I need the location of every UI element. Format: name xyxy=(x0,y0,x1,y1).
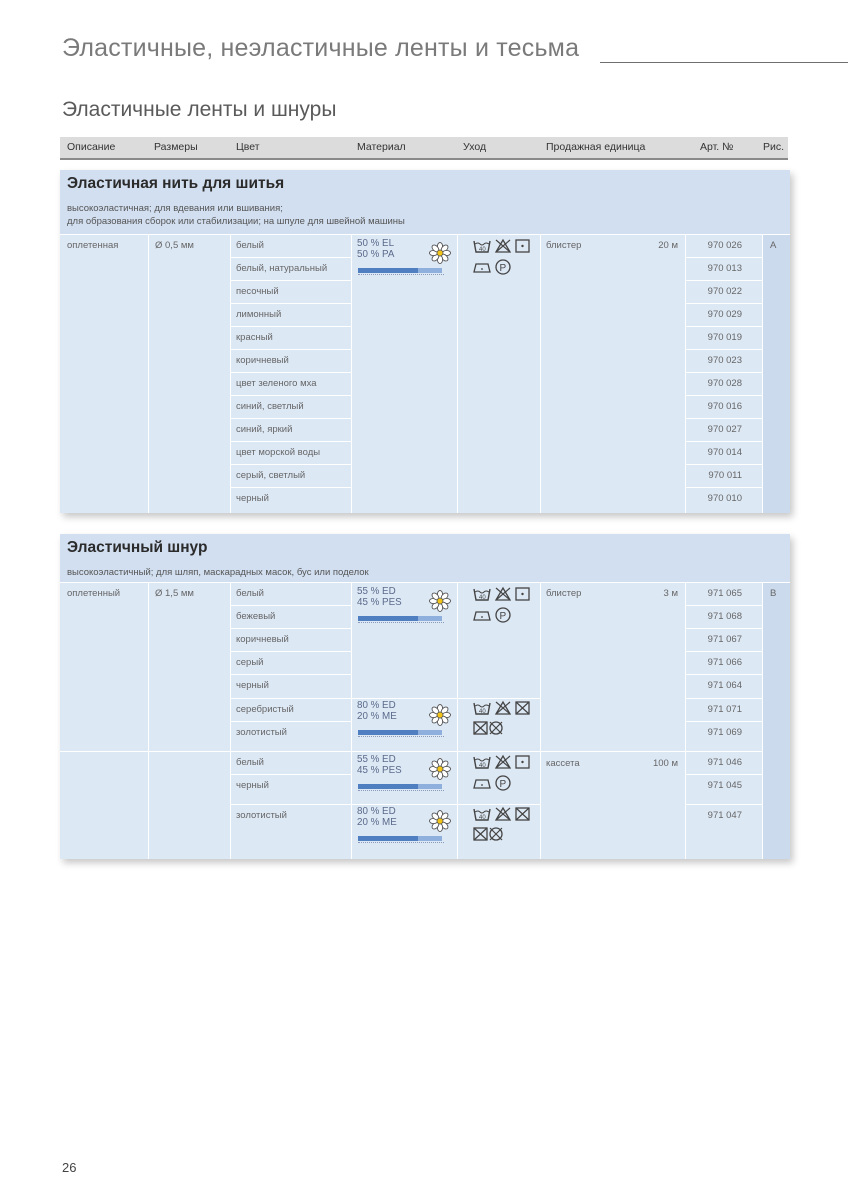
color-name: цвет морской воды xyxy=(236,447,321,458)
product-block-elastic-thread xyxy=(60,170,790,513)
article-number: 971 046 xyxy=(707,757,742,768)
color-name: красный xyxy=(236,332,273,343)
figure-column xyxy=(762,234,790,513)
quantity: 20 м xyxy=(658,240,678,251)
care-icons xyxy=(462,586,542,626)
col-unit: Продажная единица xyxy=(546,141,646,153)
col-size: Размеры xyxy=(154,141,198,153)
color-name: синий, светлый xyxy=(236,401,304,412)
article-number: 971 064 xyxy=(707,680,742,691)
flower-icon xyxy=(429,810,451,832)
table-header xyxy=(60,137,788,158)
svg-text:40: 40 xyxy=(479,595,486,601)
stretch-bar xyxy=(358,268,444,280)
stretch-bar xyxy=(358,730,444,742)
article-number: 970 014 xyxy=(707,447,742,458)
material: 55 % ED 45 % PES xyxy=(357,754,402,776)
svg-text:40: 40 xyxy=(479,247,486,253)
material: 50 % EL 50 % PA xyxy=(357,238,395,260)
color-name: черный xyxy=(236,493,269,504)
care-icons xyxy=(462,238,542,278)
col-color: Цвет xyxy=(236,141,260,153)
color-name: золотистый xyxy=(236,810,287,821)
size: Ø 0,5 мм xyxy=(155,240,194,251)
svg-text:P: P xyxy=(499,611,507,622)
page-number: 26 xyxy=(62,1160,77,1175)
article-number: 970 019 xyxy=(707,332,742,343)
block-subtitle: для образования сборок или стабилизации; на шпуле для швейной машины xyxy=(67,216,405,227)
col-material: Материал xyxy=(357,141,406,153)
flower-icon xyxy=(429,758,451,780)
figure-ref: A xyxy=(770,240,777,251)
sales-unit: кассета xyxy=(546,758,580,769)
article-number: 970 026 xyxy=(707,240,742,251)
section-title: Эластичные ленты и шнуры xyxy=(62,98,337,121)
article-number: 970 016 xyxy=(707,401,742,412)
col-description: Описание xyxy=(67,141,116,153)
article-number: 971 069 xyxy=(707,727,742,738)
description: оплетенный xyxy=(67,588,121,599)
article-number: 971 045 xyxy=(707,780,742,791)
title-divider xyxy=(600,62,848,63)
stretch-bar xyxy=(358,616,444,628)
flower-icon xyxy=(429,242,451,264)
color-name: золотистый xyxy=(236,727,287,738)
article-number: 970 013 xyxy=(707,263,742,274)
article-number: 971 047 xyxy=(707,810,742,821)
article-number: 971 067 xyxy=(707,634,742,645)
color-name: бежевый xyxy=(236,611,276,622)
figure-ref: B xyxy=(770,588,777,599)
block-header xyxy=(60,534,790,582)
color-name: белый xyxy=(236,240,264,251)
sales-unit: блистер xyxy=(546,588,582,599)
flower-icon xyxy=(429,590,451,612)
material: 80 % ED 20 % ME xyxy=(357,700,397,722)
article-number: 970 022 xyxy=(707,286,742,297)
color-name: коричневый xyxy=(236,634,289,645)
color-name: серебристый xyxy=(236,704,294,715)
color-name: цвет зеленого мха xyxy=(236,378,317,389)
block-subtitle: высокоэластичная; для вдевания или вшивания; xyxy=(67,203,283,214)
block-header xyxy=(60,170,790,234)
svg-text:P: P xyxy=(499,263,507,274)
article-number: 971 065 xyxy=(707,588,742,599)
col-art: Арт. № xyxy=(700,141,734,153)
svg-text:40: 40 xyxy=(479,815,486,821)
color-name: черный xyxy=(236,780,269,791)
material: 80 % ED 20 % ME xyxy=(357,806,397,828)
article-number: 971 071 xyxy=(707,704,742,715)
article-number: 971 066 xyxy=(707,657,742,668)
color-name: лимонный xyxy=(236,309,282,320)
article-number: 970 028 xyxy=(707,378,742,389)
color-name: серый, светлый xyxy=(236,470,306,481)
color-name: белый xyxy=(236,757,264,768)
article-number: 970 027 xyxy=(707,424,742,435)
material: 55 % ED 45 % PES xyxy=(357,586,402,608)
article-number: 970 011 xyxy=(708,470,742,481)
col-figure: Рис. xyxy=(763,141,785,153)
col-care: Уход xyxy=(463,141,487,153)
size: Ø 1,5 мм xyxy=(155,588,194,599)
sales-unit: блистер xyxy=(546,240,582,251)
svg-text:40: 40 xyxy=(479,709,486,715)
stretch-bar xyxy=(358,836,444,848)
block-title: Эластичная нить для шитья xyxy=(67,175,285,192)
quantity: 3 м xyxy=(663,588,678,599)
article-number: 970 023 xyxy=(707,355,742,366)
care-icons xyxy=(462,806,542,846)
block-subtitle: высокоэластичный; для шляп, маскарадных масок, бус или поделок xyxy=(67,567,369,578)
color-name: песочный xyxy=(236,286,279,297)
svg-text:40: 40 xyxy=(479,763,486,769)
header-rule xyxy=(60,158,788,160)
color-name: белый, натуральный xyxy=(236,263,328,274)
care-icons xyxy=(462,754,542,794)
quantity: 100 м xyxy=(652,758,678,769)
color-name: белый xyxy=(236,588,264,599)
color-name: коричневый xyxy=(236,355,289,366)
block-title: Эластичный шнур xyxy=(67,539,208,556)
article-number: 970 029 xyxy=(707,309,742,320)
care-icons xyxy=(462,700,542,740)
article-number: 971 068 xyxy=(707,611,742,622)
figure-column xyxy=(762,582,790,859)
article-number: 970 010 xyxy=(707,493,742,504)
stretch-bar xyxy=(358,784,444,796)
description: оплетенная xyxy=(67,240,119,251)
color-name: серый xyxy=(236,657,264,668)
product-block-elastic-cord xyxy=(60,534,790,859)
color-name: синий, яркий xyxy=(236,424,293,435)
svg-text:P: P xyxy=(499,779,507,790)
page-title: Эластичные, неэластичные ленты и тесьма xyxy=(62,34,580,62)
color-name: черный xyxy=(236,680,269,691)
flower-icon xyxy=(429,704,451,726)
